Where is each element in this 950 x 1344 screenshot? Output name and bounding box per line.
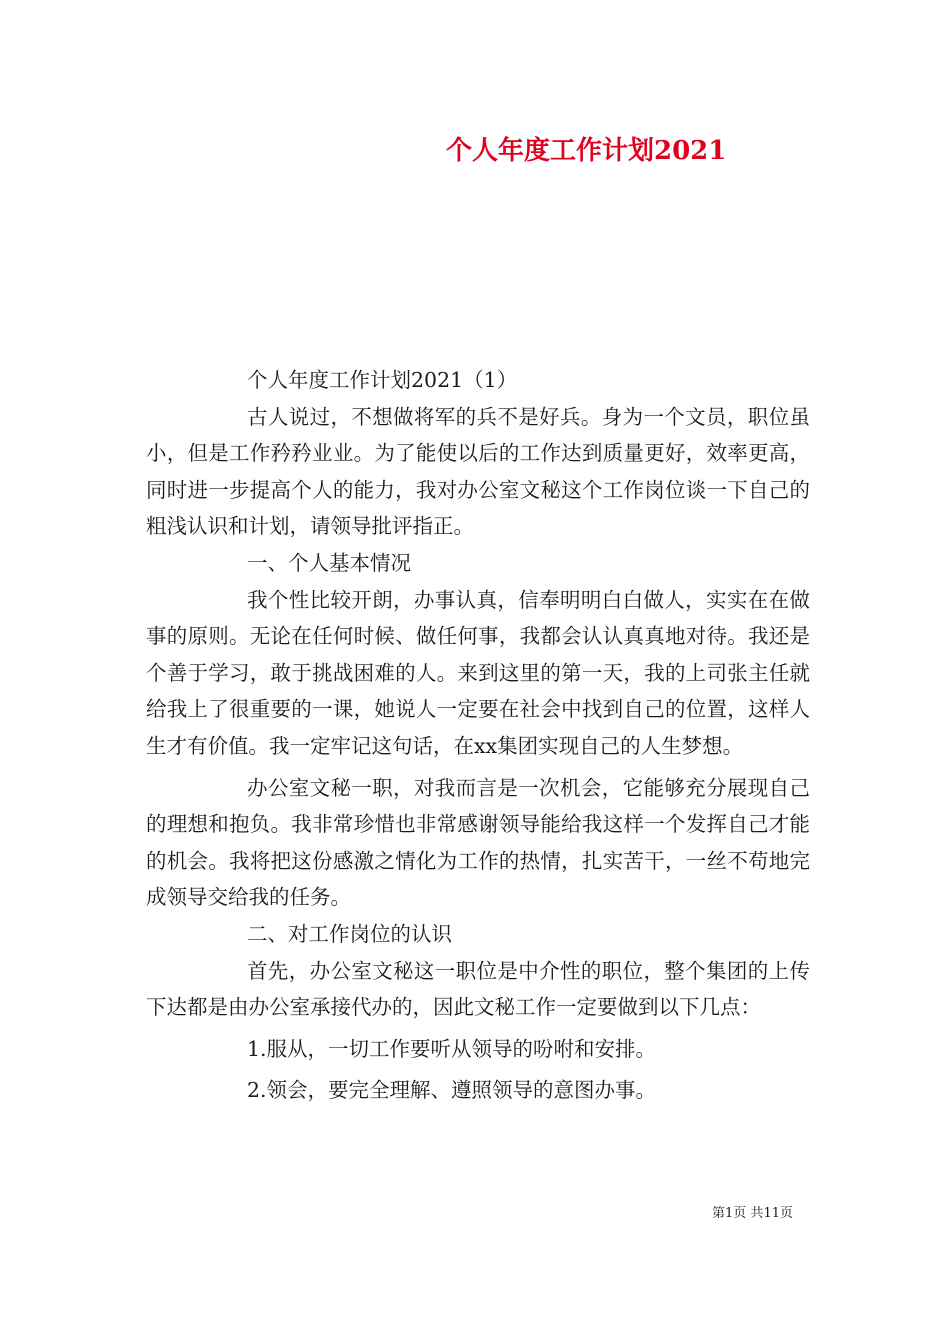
page-footer (712, 1205, 793, 1223)
footer-prefix: 第 (712, 1206, 726, 1221)
list-item-2: 2.领会，要完全理解、遵照领导的意图办事。 (247, 1078, 657, 1103)
footer-suffix: 页 (779, 1206, 793, 1221)
footer-total-pages: 11 (763, 1206, 780, 1221)
section-heading-2: 二、对工作岗位的认识 (247, 921, 452, 946)
footer-middle: 页 共 (733, 1206, 764, 1221)
document-body (146, 362, 810, 1109)
section-heading-1: 一、个人基本情况 (247, 550, 411, 575)
document-title: 个人年度工作计划2021 (446, 136, 727, 166)
paragraph-personal: 我个性比较开朗，办事认真，信奉明明白白做人，实实在在做事的原则。无论在任何时候、做任何事，我都会认认真真地对待。我还是个善于学习，敢于挑战困难的人。来到这里的第一天，我的上司张主任就给我上了很重要的一课，她说人一定要在社会中找到自己的位置，这样人生才有价值。我一定牢记这句话，在xx集团实现自己的人生梦想。 (146, 587, 810, 758)
list-item-1: 1.服从，一切工作要听从领导的吩咐和安排。 (247, 1036, 657, 1061)
paragraph-position: 首先，办公室文秘这一职位是中介性的职位，整个集团的上传下达都是由办公室承接代办的，因此文秘工作一定要做到以下几点： (146, 958, 810, 1020)
paragraph-opportunity: 办公室文秘一职，对我而言是一次机会，它能够充分展现自己的理想和抱负。我非常珍惜也非常感谢领导能给我这样一个发挥自己才能的机会。我将把这份感激之情化为工作的热情，扎实苦干，一丝不苟地完成领导交给我的任务。 (146, 775, 810, 910)
footer-current-page: 1 (725, 1206, 734, 1221)
paragraph-intro: 古人说过，不想做将军的兵不是好兵。身为一个文员，职位虽小，但是工作矜矜业业。为了能使以后的工作达到质量更好，效率更高，同时进一步提高个人的能力，我对办公室文秘这个工作岗位谈一下自己的粗浅认识和计划，请领导批评指正。 (146, 404, 810, 539)
section-subtitle: 个人年度工作计划2021（1） (247, 368, 518, 392)
